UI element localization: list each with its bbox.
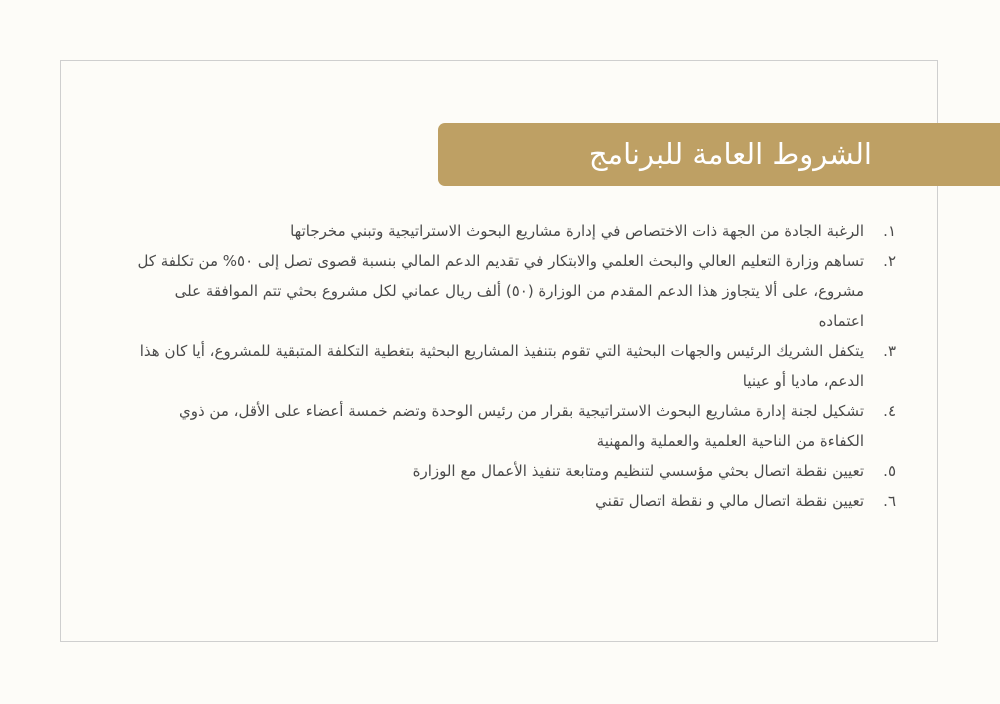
conditions-list [136, 216, 896, 516]
condition-item [136, 216, 896, 246]
condition-text: تعيين نقطة اتصال بحثي مؤسسي لتنظيم ومتابعة تنفيذ الأعمال مع الوزارة [412, 462, 864, 480]
condition-number: ٥. [883, 462, 896, 480]
condition-item [136, 396, 896, 456]
condition-text: تساهم وزارة التعليم العالي والبحث العلمي والابتكار في تقديم الدعم المالي بنسبة قصوى تصل إلى ٥٠% من تكلفة كل مشروع، على ألا يتجاوز هذا الدعم المقدم من الوزارة (٥٠) ألف ريال عماني لكل مشروع بحثي تتم الموافقة على اعتماده [137, 252, 864, 330]
condition-number: ٦. [883, 492, 896, 510]
condition-text: تعيين نقطة اتصال مالي و نقطة اتصال تقني [595, 492, 864, 510]
condition-number: ١. [883, 222, 896, 240]
condition-text: الرغبة الجادة من الجهة ذات الاختصاص في إدارة مشاريع البحوث الاستراتيجية وتبني مخرجاتها [290, 222, 864, 240]
condition-number: ٢. [883, 252, 896, 270]
condition-item [136, 486, 896, 516]
title-banner [438, 123, 1000, 186]
condition-number: ٤. [883, 402, 896, 420]
condition-item [136, 246, 896, 336]
condition-item [136, 456, 896, 486]
condition-text: يتكفل الشريك الرئيس والجهات البحثية التي تقوم بتنفيذ المشاريع البحثية بتغطية التكلفة المتبقية للمشروع، أيا كان هذا الدعم، ماديا أو عينيا [139, 342, 864, 390]
page-title: الشروط العامة للبرنامج [588, 137, 872, 171]
condition-item [136, 336, 896, 396]
condition-number: ٣. [883, 342, 896, 360]
condition-text: تشكيل لجنة إدارة مشاريع البحوث الاستراتيجية بقرار من رئيس الوحدة وتضم خمسة أعضاء على الأقل، من ذوي الكفاءة من الناحية العلمية والعملية والمهنية [179, 402, 864, 450]
